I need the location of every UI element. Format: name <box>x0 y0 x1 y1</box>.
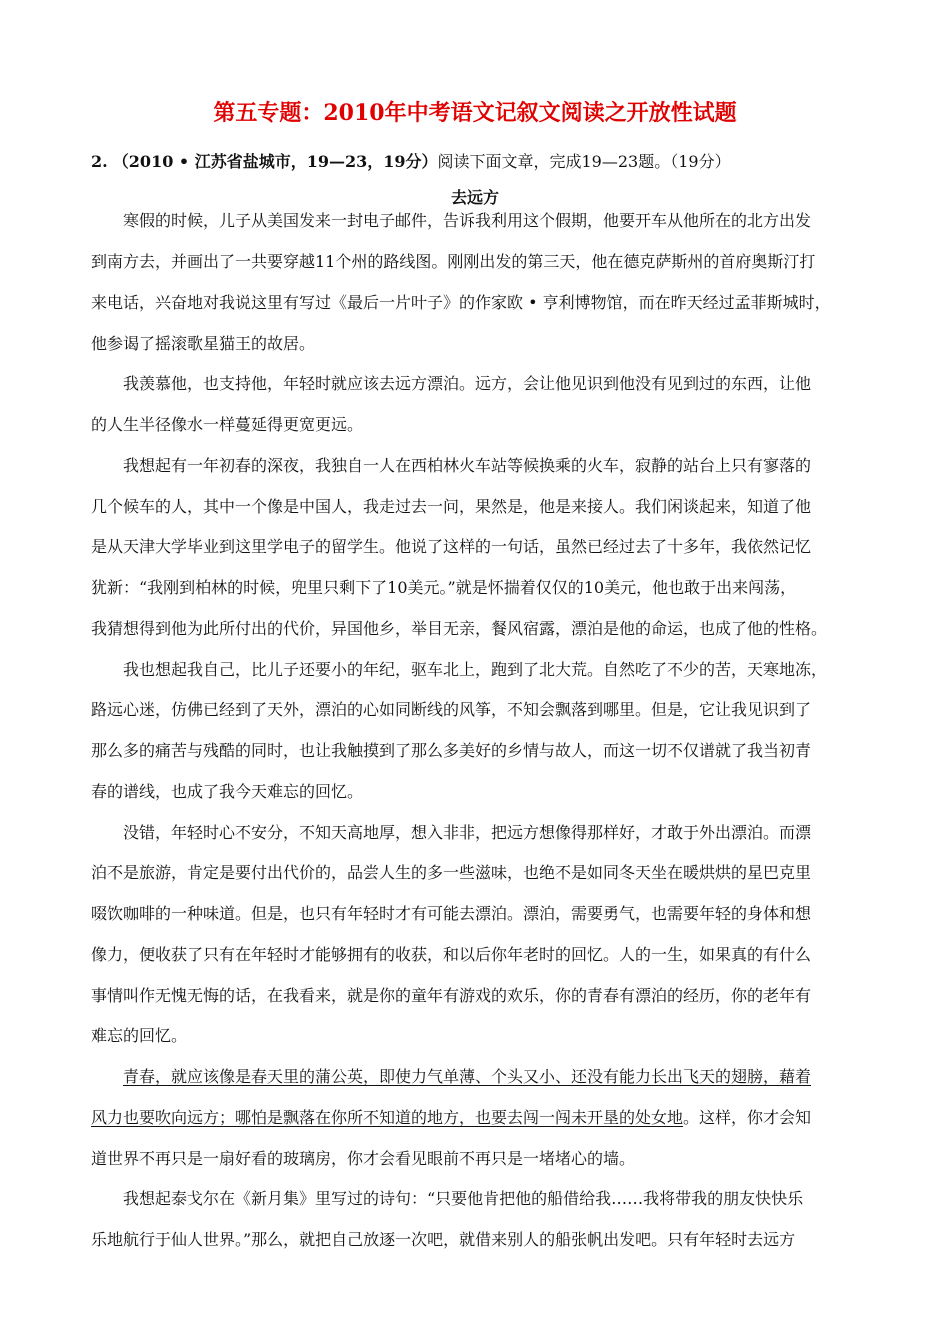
underlined-text: 风力也要吹向远方；哪怕是飘落在你所不知道的地方，也要去闯一闯未开垦的处女地 <box>91 1108 684 1127</box>
paragraph-line: 乐地航行于仙人世界。”那么，就把自己放逐一次吧，就借来别人的船张帆出发吧。只有年轻时去远方 <box>91 1230 796 1249</box>
paragraph-line: 几个候车的人，其中一个像是中国人，我走过去一问，果然是，他是来接人。我们闲谈起来，知道了他 <box>91 497 812 516</box>
paragraph-line: 我羡慕他，也支持他，年轻时就应该去远方漂泊。远方，会让他见识到他没有见到过的东西，让他 <box>123 374 812 393</box>
underlined-passage-line <box>123 1065 861 1089</box>
paragraph-line: 来电话，兴奋地对我说这里有写过《最后一片叶子》的作家欧 • 亨利博物馆，而在昨天经过孟菲斯城时， <box>91 293 831 312</box>
paragraph-line: 犹新：“我刚到柏林的时候，兜里只剩下了10美元。”就是怀揣着仅仅的10美元，他也敢于出来闯荡， <box>91 578 797 597</box>
paragraph-line: 像力，便收获了只有在年轻时才能够拥有的收获，和以后你年老时的回忆。人的一生，如果真的有什么 <box>91 945 812 964</box>
paragraph-line: 啜饮咖啡的一种味道。但是，也只有年轻时才有可能去漂泊。漂泊，需要勇气，也需要年轻的身体和想 <box>91 904 812 923</box>
paragraph-line: 我也想起我自己，比儿子还要小的年纪，驱车北上，跑到了北大荒。自然吃了不少的苦，天寒地冻， <box>123 660 828 679</box>
question-instruction: 阅读下面文章，完成19—23题。（19分） <box>437 152 731 171</box>
question-header <box>91 150 871 174</box>
paragraph-line: 道世界不再只是一扇好看的玻璃房，你才会看见眼前不再只是一堵堵心的墙。 <box>91 1149 636 1168</box>
paragraph-line: 那么多的痛苦与残酷的同时，也让我触摸到了那么多美好的乡情与故人，而这一切不仅谱就了我当初青 <box>91 741 812 760</box>
paragraph-line: 他参谒了摇滚歌星猫王的故居。 <box>91 334 316 353</box>
paragraph-line: 没错，年轻时心不安分，不知天高地厚，想入非非，把远方想像得那样好，才敢于外出漂泊。而漂 <box>123 823 812 842</box>
paragraph-line: 春的谱线，也成了我今天难忘的回忆。 <box>91 782 364 801</box>
paragraph-line: 我想起泰戈尔在《新月集》里写过的诗句：“只要他肯把他的船借给我……我将带我的朋友快快乐 <box>123 1189 804 1208</box>
paragraph-line: 事情叫作无愧无悔的话，在我看来，就是你的童年有游戏的欢乐，你的青春有漂泊的经历，你的老年有 <box>91 986 812 1005</box>
paragraph-line: 难忘的回忆。 <box>91 1026 188 1045</box>
paragraph-line: 我想起有一年初春的深夜，我独自一人在西柏林火车站等候换乘的火车，寂静的站台上只有寥落的 <box>123 456 812 475</box>
paragraph-line: 路远心迷，仿佛已经到了天外，漂泊的心如同断线的风筝，不知会飘落到哪里。但是，它让我见识到了 <box>91 700 812 719</box>
page-title: 第五专题：2010年中考语文记叙文阅读之开放性试题 <box>213 100 737 126</box>
article-title: 去远方 <box>450 188 499 207</box>
paragraph-line: 泊不是旅游，肯定是要付出代价的，品尝人生的多一些滋味，也绝不是如同冬天坐在暖烘烘的星巴克里 <box>91 863 812 882</box>
question-source: （2010 • 江苏省盐城市，19—23，19分） <box>112 152 438 171</box>
plain-text: 。这样，你才会知 <box>683 1108 812 1127</box>
paragraph-line: 我猜想得到他为此所付出的代价，异国他乡，举目无亲，餐风宿露，漂泊是他的命运，也成了他的性格。 <box>91 619 828 638</box>
question-number: 2. <box>91 152 108 171</box>
underlined-text: 青春，就应该像是春天里的蒲公英，即使力气单薄、个头又小、还没有能力长出飞天的翅膀，藉着 <box>123 1067 812 1086</box>
paragraph-line: 寒假的时候，儿子从美国发来一封电子邮件，告诉我利用这个假期，他要开车从他所在的北方出发 <box>123 211 812 230</box>
paragraph-line: 是从天津大学毕业到这里学电子的留学生。他说了这样的一句话，虽然已经过去了十多年，我依然记忆 <box>91 537 812 556</box>
paragraph-line <box>91 1106 861 1130</box>
paragraph-line: 的人生半径像水一样蔓延得更宽更远。 <box>91 415 364 434</box>
paragraph-line: 到南方去，并画出了一共要穿越11个州的路线图。刚刚出发的第三天，他在德克萨斯州的首府奥斯汀打 <box>91 252 816 271</box>
